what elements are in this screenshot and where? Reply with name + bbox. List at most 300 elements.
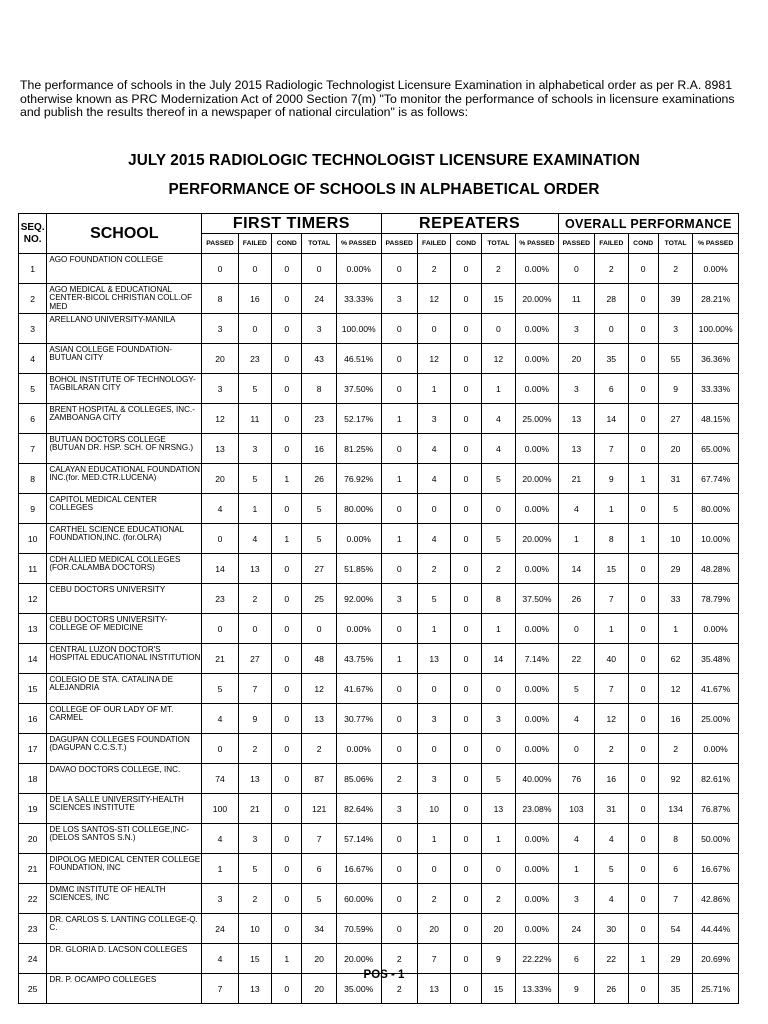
overall-passed-cell: 9 [558, 974, 594, 1004]
first-timers-cond-cell: 0 [272, 584, 302, 614]
seq-no-cell: 18 [19, 764, 47, 794]
repeaters-cond-cell: 0 [451, 974, 481, 1004]
repeaters-percent-passed-cell: 0.00% [516, 884, 559, 914]
seq-no-cell: 14 [19, 644, 47, 674]
first-timers-total-header: TOTAL [302, 234, 336, 254]
repeaters-total-cell: 12 [481, 344, 515, 374]
table-row [19, 524, 739, 554]
first-timers-cond-cell: 0 [272, 974, 302, 1004]
repeaters-total-cell: 2 [481, 554, 515, 584]
first-timers-header: FIRST TIMERS [202, 214, 381, 234]
first-timers-total-cell: 6 [302, 854, 336, 884]
overall-failed-cell: 8 [595, 524, 628, 554]
seq-no-cell: 2 [19, 284, 47, 314]
repeaters-cond-cell: 0 [451, 254, 481, 284]
overall-total-cell: 39 [658, 284, 692, 314]
first-timers-passed-cell: 0 [202, 524, 238, 554]
overall-percent-passed-cell: 0.00% [693, 734, 739, 764]
table-row [19, 674, 739, 704]
overall-failed-cell: 1 [595, 614, 628, 644]
school-name-cell: DAGUPAN COLLEGES FOUNDATION (DAGUPAN C.C.S.T.) [47, 734, 202, 764]
seq-no-cell: 16 [19, 704, 47, 734]
first-timers-failed-cell: 0 [238, 254, 271, 284]
overall-cond-cell: 0 [628, 554, 658, 584]
repeaters-failed-cell: 2 [417, 254, 450, 284]
first-timers-percent-passed-cell: 0.00% [336, 524, 381, 554]
repeaters-cond-cell: 0 [451, 434, 481, 464]
first-timers-cond-cell: 0 [272, 344, 302, 374]
first-timers-total-cell: 34 [302, 914, 336, 944]
seq-no-cell: 4 [19, 344, 47, 374]
first-timers-failed-cell: 27 [238, 644, 271, 674]
repeaters-percent-passed-cell: 37.50% [516, 584, 559, 614]
first-timers-total-cell: 43 [302, 344, 336, 374]
repeaters-failed-cell: 0 [417, 314, 450, 344]
repeaters-failed-cell: 0 [417, 494, 450, 524]
overall-failed-cell: 4 [595, 884, 628, 914]
repeaters-failed-cell: 0 [417, 854, 450, 884]
repeaters-cond-cell: 0 [451, 674, 481, 704]
repeaters-total-cell: 4 [481, 434, 515, 464]
seq-no-cell: 23 [19, 914, 47, 944]
first-timers-percent-passed-cell: 60.00% [336, 884, 381, 914]
first-timers-total-cell: 16 [302, 434, 336, 464]
repeaters-cond-cell: 0 [451, 854, 481, 884]
overall-percent-passed-cell: 0.00% [693, 254, 739, 284]
first-timers-total-cell: 25 [302, 584, 336, 614]
first-timers-cond-cell: 0 [272, 644, 302, 674]
school-name-cell: CENTRAL LUZON DOCTOR'S HOSPITAL EDUCATIONAL INSTITUTION [47, 644, 202, 674]
repeaters-total-cell: 0 [481, 734, 515, 764]
overall-cond-cell: 0 [628, 824, 658, 854]
school-name-cell: AGO MEDICAL & EDUCATIONAL CENTER-BICOL CHRISTIAN COLL.OF MED [47, 284, 202, 314]
first-timers-passed-cell: 4 [202, 824, 238, 854]
table-row [19, 434, 739, 464]
repeaters-passed-cell: 2 [381, 974, 417, 1004]
overall-failed-cell: 40 [595, 644, 628, 674]
repeaters-passed-cell: 0 [381, 494, 417, 524]
overall-cond-header: COND [628, 234, 658, 254]
overall-cond-cell: 0 [628, 974, 658, 1004]
table-row [19, 884, 739, 914]
overall-passed-cell: 103 [558, 794, 594, 824]
overall-passed-cell: 13 [558, 434, 594, 464]
repeaters-failed-cell: 2 [417, 884, 450, 914]
repeaters-cond-header: COND [451, 234, 481, 254]
repeaters-failed-cell: 3 [417, 704, 450, 734]
repeaters-percent-passed-cell: 0.00% [516, 914, 559, 944]
repeaters-total-cell: 5 [481, 524, 515, 554]
repeaters-failed-cell: 20 [417, 914, 450, 944]
school-name-cell: ARELLANO UNIVERSITY-MANILA [47, 314, 202, 344]
overall-total-cell: 29 [658, 944, 692, 974]
first-timers-passed-cell: 5 [202, 674, 238, 704]
first-timers-passed-cell: 4 [202, 944, 238, 974]
overall-percent-passed-cell: 42.86% [693, 884, 739, 914]
repeaters-passed-cell: 1 [381, 644, 417, 674]
repeaters-percent-passed-cell: 0.00% [516, 854, 559, 884]
overall-total-cell: 5 [658, 494, 692, 524]
first-timers-cond-cell: 0 [272, 284, 302, 314]
school-name-cell: CALAYAN EDUCATIONAL FOUNDATION INC.(for. MED.CTR.LUCENA) [47, 464, 202, 494]
overall-total-header: TOTAL [658, 234, 692, 254]
repeaters-total-cell: 20 [481, 914, 515, 944]
table-row [19, 794, 739, 824]
overall-failed-cell: 4 [595, 824, 628, 854]
first-timers-cond-cell: 0 [272, 764, 302, 794]
overall-failed-cell: 16 [595, 764, 628, 794]
first-timers-passed-cell: 4 [202, 704, 238, 734]
repeaters-passed-cell: 0 [381, 914, 417, 944]
overall-percent-passed-cell: 16.67% [693, 854, 739, 884]
overall-performance-header: OVERALL PERFORMANCE [558, 214, 738, 234]
overall-cond-cell: 0 [628, 854, 658, 884]
repeaters-failed-cell: 1 [417, 824, 450, 854]
repeaters-percent-passed-cell: 23.08% [516, 794, 559, 824]
table-row [19, 254, 739, 284]
seq-no-cell: 25 [19, 974, 47, 1004]
table-row [19, 734, 739, 764]
first-timers-failed-header: FAILED [238, 234, 271, 254]
repeaters-passed-header: PASSED [381, 234, 417, 254]
overall-cond-cell: 0 [628, 734, 658, 764]
first-timers-total-cell: 26 [302, 464, 336, 494]
seq-no-cell: 24 [19, 944, 47, 974]
first-timers-passed-cell: 24 [202, 914, 238, 944]
overall-passed-cell: 21 [558, 464, 594, 494]
repeaters-percent-passed-cell: 0.00% [516, 494, 559, 524]
overall-cond-cell: 0 [628, 344, 658, 374]
repeaters-cond-cell: 0 [451, 464, 481, 494]
overall-total-cell: 3 [658, 314, 692, 344]
overall-cond-cell: 0 [628, 644, 658, 674]
first-timers-cond-cell: 0 [272, 824, 302, 854]
repeaters-passed-cell: 3 [381, 284, 417, 314]
overall-cond-cell: 1 [628, 464, 658, 494]
overall-passed-cell: 1 [558, 524, 594, 554]
overall-percent-passed-cell: 76.87% [693, 794, 739, 824]
repeaters-cond-cell: 0 [451, 734, 481, 764]
first-timers-percent-passed-cell: 46.51% [336, 344, 381, 374]
first-timers-failed-cell: 5 [238, 374, 271, 404]
overall-passed-cell: 0 [558, 614, 594, 644]
repeaters-cond-cell: 0 [451, 914, 481, 944]
overall-cond-cell: 0 [628, 884, 658, 914]
repeaters-failed-header: FAILED [417, 234, 450, 254]
first-timers-cond-cell: 1 [272, 524, 302, 554]
first-timers-passed-cell: 0 [202, 734, 238, 764]
overall-failed-cell: 5 [595, 854, 628, 884]
first-timers-percent-passed-cell: 51.85% [336, 554, 381, 584]
first-timers-percent-passed-cell: 43.75% [336, 644, 381, 674]
first-timers-cond-cell: 0 [272, 914, 302, 944]
first-timers-passed-cell: 23 [202, 584, 238, 614]
first-timers-passed-cell: 21 [202, 644, 238, 674]
overall-total-cell: 31 [658, 464, 692, 494]
repeaters-percent-passed-cell: 13.33% [516, 974, 559, 1004]
seq-no-cell: 1 [19, 254, 47, 284]
overall-cond-cell: 0 [628, 494, 658, 524]
table-row [19, 704, 739, 734]
first-timers-total-cell: 7 [302, 824, 336, 854]
overall-failed-cell: 7 [595, 584, 628, 614]
overall-total-cell: 8 [658, 824, 692, 854]
school-name-cell: CEBU DOCTORS UNIVERSITY-COLLEGE OF MEDICINE [47, 614, 202, 644]
seq-no-cell: 7 [19, 434, 47, 464]
first-timers-percent-passed-cell: 33.33% [336, 284, 381, 314]
repeaters-percent-passed-cell: 0.00% [516, 434, 559, 464]
repeaters-percent-passed-cell: 0.00% [516, 344, 559, 374]
overall-percent-passed-cell: 50.00% [693, 824, 739, 854]
school-name-cell: CEBU DOCTORS UNIVERSITY [47, 584, 202, 614]
overall-cond-cell: 1 [628, 944, 658, 974]
overall-cond-cell: 0 [628, 404, 658, 434]
first-timers-passed-cell: 20 [202, 464, 238, 494]
overall-passed-cell: 5 [558, 674, 594, 704]
repeaters-cond-cell: 0 [451, 614, 481, 644]
overall-cond-cell: 0 [628, 614, 658, 644]
first-timers-cond-header: COND [272, 234, 302, 254]
overall-failed-header: FAILED [595, 234, 628, 254]
repeaters-passed-cell: 0 [381, 254, 417, 284]
first-timers-total-cell: 8 [302, 374, 336, 404]
school-name-cell: BOHOL INSTITUTE OF TECHNOLOGY-TAGBILARAN CITY [47, 374, 202, 404]
repeaters-total-cell: 1 [481, 824, 515, 854]
first-timers-failed-cell: 5 [238, 854, 271, 884]
overall-failed-cell: 2 [595, 734, 628, 764]
repeaters-total-cell: 5 [481, 464, 515, 494]
first-timers-percent-passed-cell: 81.25% [336, 434, 381, 464]
first-timers-failed-cell: 0 [238, 314, 271, 344]
first-timers-total-cell: 48 [302, 644, 336, 674]
repeaters-passed-cell: 0 [381, 614, 417, 644]
overall-total-cell: 29 [658, 554, 692, 584]
repeaters-failed-cell: 3 [417, 764, 450, 794]
repeaters-failed-cell: 4 [417, 434, 450, 464]
overall-percent-passed-cell: 78.79% [693, 584, 739, 614]
overall-percent-passed-cell: 33.33% [693, 374, 739, 404]
repeaters-failed-cell: 5 [417, 584, 450, 614]
overall-cond-cell: 0 [628, 434, 658, 464]
first-timers-percent-passed-cell: 20.00% [336, 944, 381, 974]
seq-no-cell: 13 [19, 614, 47, 644]
repeaters-percent-passed-cell: 25.00% [516, 404, 559, 434]
repeaters-passed-cell: 0 [381, 734, 417, 764]
table-row [19, 914, 739, 944]
repeaters-failed-cell: 13 [417, 974, 450, 1004]
table-row [19, 584, 739, 614]
seq-no-cell: 8 [19, 464, 47, 494]
overall-passed-header: PASSED [558, 234, 594, 254]
school-name-cell: DMMC INSTITUTE OF HEALTH SCIENCES, INC [47, 884, 202, 914]
overall-failed-cell: 14 [595, 404, 628, 434]
first-timers-failed-cell: 2 [238, 884, 271, 914]
first-timers-passed-cell: 7 [202, 974, 238, 1004]
repeaters-cond-cell: 0 [451, 344, 481, 374]
overall-passed-cell: 4 [558, 494, 594, 524]
first-timers-percent-passed-cell: 85.06% [336, 764, 381, 794]
first-timers-total-cell: 5 [302, 494, 336, 524]
table-row [19, 494, 739, 524]
first-timers-failed-cell: 7 [238, 674, 271, 704]
overall-percent-passed-header: % PASSED [693, 234, 739, 254]
overall-failed-cell: 7 [595, 674, 628, 704]
overall-total-cell: 12 [658, 674, 692, 704]
overall-passed-cell: 14 [558, 554, 594, 584]
repeaters-cond-cell: 0 [451, 314, 481, 344]
repeaters-passed-cell: 1 [381, 524, 417, 554]
overall-total-cell: 134 [658, 794, 692, 824]
overall-failed-cell: 1 [595, 494, 628, 524]
first-timers-passed-cell: 13 [202, 434, 238, 464]
school-header: SCHOOL [47, 214, 202, 254]
repeaters-failed-cell: 3 [417, 404, 450, 434]
school-name-cell: DR. P. OCAMPO COLLEGES [47, 974, 202, 1004]
first-timers-failed-cell: 11 [238, 404, 271, 434]
overall-total-cell: 20 [658, 434, 692, 464]
repeaters-percent-passed-cell: 40.00% [516, 764, 559, 794]
overall-total-cell: 2 [658, 734, 692, 764]
first-timers-cond-cell: 0 [272, 614, 302, 644]
table-row [19, 284, 739, 314]
overall-cond-cell: 0 [628, 374, 658, 404]
first-timers-percent-passed-cell: 41.67% [336, 674, 381, 704]
seq-no-cell: 11 [19, 554, 47, 584]
repeaters-passed-cell: 0 [381, 434, 417, 464]
repeaters-failed-cell: 10 [417, 794, 450, 824]
repeaters-failed-cell: 2 [417, 554, 450, 584]
first-timers-percent-passed-cell: 30.77% [336, 704, 381, 734]
school-name-cell: BUTUAN DOCTORS COLLEGE (BUTUAN DR. HSP. SCH. OF NRSNG.) [47, 434, 202, 464]
first-timers-percent-passed-cell: 52.17% [336, 404, 381, 434]
repeaters-passed-cell: 0 [381, 704, 417, 734]
first-timers-total-cell: 27 [302, 554, 336, 584]
overall-passed-cell: 3 [558, 314, 594, 344]
first-timers-total-cell: 87 [302, 764, 336, 794]
first-timers-percent-passed-cell: 37.50% [336, 374, 381, 404]
repeaters-cond-cell: 0 [451, 404, 481, 434]
repeaters-cond-cell: 0 [451, 494, 481, 524]
repeaters-percent-passed-header: % PASSED [516, 234, 559, 254]
repeaters-passed-cell: 1 [381, 464, 417, 494]
first-timers-total-cell: 2 [302, 734, 336, 764]
school-name-cell: COLLEGE OF OUR LADY OF MT. CARMEL [47, 704, 202, 734]
first-timers-cond-cell: 1 [272, 464, 302, 494]
repeaters-percent-passed-cell: 20.00% [516, 284, 559, 314]
repeaters-cond-cell: 0 [451, 764, 481, 794]
repeaters-passed-cell: 0 [381, 554, 417, 584]
first-timers-cond-cell: 0 [272, 674, 302, 704]
repeaters-cond-cell: 0 [451, 704, 481, 734]
school-name-cell: DR. GLORIA D. LACSON COLLEGES [47, 944, 202, 974]
repeaters-passed-cell: 0 [381, 344, 417, 374]
overall-total-cell: 2 [658, 254, 692, 284]
seq-no-cell: 3 [19, 314, 47, 344]
table-row [19, 554, 739, 584]
first-timers-passed-cell: 0 [202, 254, 238, 284]
overall-total-cell: 55 [658, 344, 692, 374]
repeaters-total-cell: 14 [481, 644, 515, 674]
repeaters-total-cell: 0 [481, 674, 515, 704]
first-timers-passed-cell: 0 [202, 614, 238, 644]
first-timers-passed-cell: 4 [202, 494, 238, 524]
school-name-cell: DE LOS SANTOS-STI COLLEGE,INC-(DELOS SANTOS S.N.) [47, 824, 202, 854]
repeaters-percent-passed-cell: 0.00% [516, 704, 559, 734]
repeaters-passed-cell: 3 [381, 794, 417, 824]
repeaters-passed-cell: 2 [381, 944, 417, 974]
school-name-cell: CAPITOL MEDICAL CENTER COLLEGES [47, 494, 202, 524]
repeaters-passed-cell: 0 [381, 884, 417, 914]
first-timers-failed-cell: 9 [238, 704, 271, 734]
first-timers-failed-cell: 23 [238, 344, 271, 374]
first-timers-total-cell: 24 [302, 284, 336, 314]
overall-failed-cell: 0 [595, 314, 628, 344]
repeaters-cond-cell: 0 [451, 824, 481, 854]
table-row [19, 314, 739, 344]
first-timers-failed-cell: 15 [238, 944, 271, 974]
overall-percent-passed-cell: 25.00% [693, 704, 739, 734]
overall-percent-passed-cell: 48.28% [693, 554, 739, 584]
first-timers-percent-passed-cell: 0.00% [336, 734, 381, 764]
seq-no-cell: 15 [19, 674, 47, 704]
repeaters-total-cell: 0 [481, 494, 515, 524]
repeaters-percent-passed-cell: 0.00% [516, 824, 559, 854]
document-subtitle: PERFORMANCE OF SCHOOLS IN ALPHABETICAL ORDER [168, 181, 600, 198]
overall-total-cell: 27 [658, 404, 692, 434]
first-timers-percent-passed-cell: 16.67% [336, 854, 381, 884]
repeaters-passed-cell: 0 [381, 824, 417, 854]
overall-total-cell: 1 [658, 614, 692, 644]
first-timers-percent-passed-cell: 80.00% [336, 494, 381, 524]
performance-table [18, 213, 739, 1004]
overall-passed-cell: 26 [558, 584, 594, 614]
table-row [19, 854, 739, 884]
first-timers-passed-cell: 1 [202, 854, 238, 884]
first-timers-failed-cell: 10 [238, 914, 271, 944]
overall-passed-cell: 3 [558, 374, 594, 404]
table-row [19, 344, 739, 374]
first-timers-failed-cell: 13 [238, 764, 271, 794]
overall-percent-passed-cell: 25.71% [693, 974, 739, 1004]
repeaters-total-cell: 3 [481, 704, 515, 734]
overall-passed-cell: 24 [558, 914, 594, 944]
school-name-cell: DR. CARLOS S. LANTING COLLEGE-Q. C. [47, 914, 202, 944]
overall-percent-passed-cell: 65.00% [693, 434, 739, 464]
repeaters-failed-cell: 0 [417, 734, 450, 764]
repeaters-percent-passed-cell: 0.00% [516, 734, 559, 764]
first-timers-cond-cell: 0 [272, 734, 302, 764]
repeaters-cond-cell: 0 [451, 284, 481, 314]
first-timers-passed-cell: 3 [202, 314, 238, 344]
repeaters-passed-cell: 3 [381, 584, 417, 614]
overall-cond-cell: 0 [628, 284, 658, 314]
repeaters-cond-cell: 0 [451, 884, 481, 914]
overall-percent-passed-cell: 10.00% [693, 524, 739, 554]
school-name-cell: BRENT HOSPITAL & COLLEGES, INC.-ZAMBOANGA CITY [47, 404, 202, 434]
first-timers-percent-passed-cell: 57.14% [336, 824, 381, 854]
overall-failed-cell: 7 [595, 434, 628, 464]
first-timers-failed-cell: 13 [238, 974, 271, 1004]
overall-failed-cell: 6 [595, 374, 628, 404]
first-timers-total-cell: 20 [302, 944, 336, 974]
overall-total-cell: 10 [658, 524, 692, 554]
repeaters-percent-passed-cell: 0.00% [516, 374, 559, 404]
seq-no-cell: 20 [19, 824, 47, 854]
overall-passed-cell: 13 [558, 404, 594, 434]
first-timers-percent-passed-cell: 35.00% [336, 974, 381, 1004]
first-timers-total-cell: 121 [302, 794, 336, 824]
first-timers-cond-cell: 0 [272, 854, 302, 884]
